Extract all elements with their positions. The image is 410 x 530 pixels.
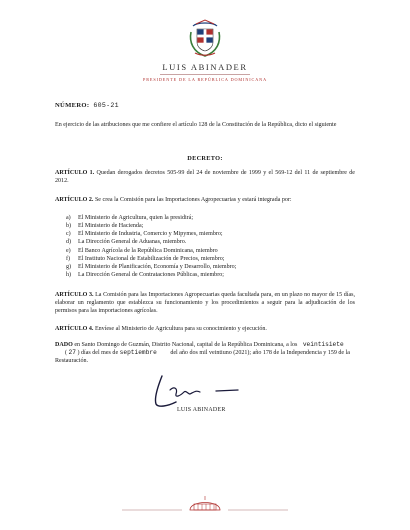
article-4 bbox=[55, 325, 355, 333]
list-item: e) El Banco Agrícola de la República Dominicana, miembro bbox=[66, 247, 218, 254]
dado-text-3: del año dos mil veintiuno (2021); año 178 de la Independencia y 159 de la Restauración. bbox=[55, 350, 350, 365]
article-3-text: La Comisión para las Importaciones Agropecuarias queda facultada para, en un plazo no mayor de 15 días, elaborar un reglamento que establezca su funcionamiento y los procedimientos a seguir para la adjudicación de los permisos para las importaciones agrícolas. bbox=[55, 292, 355, 315]
coat-of-arms-seal bbox=[187, 18, 223, 58]
list-item: a) El Ministerio de Agricultura, quien la presidirá; bbox=[66, 215, 194, 221]
dado-text-1: en Santo Domingo de Guzmán, Distrito Nacional, capital de la República Dominicana, a los bbox=[72, 342, 298, 348]
day-number: 27 bbox=[68, 349, 76, 357]
member-list bbox=[66, 214, 236, 279]
dado-text-2: días del mes de bbox=[81, 350, 119, 357]
article-2-text: Se crea la Comisión para las Importaciones Agropecuarias y estará integrada por: bbox=[93, 197, 292, 203]
article-2 bbox=[55, 196, 355, 204]
handwritten-signature bbox=[140, 372, 260, 412]
footer-ornament bbox=[0, 488, 410, 518]
dado-paragraph: DADO en Santo Domingo de Guzmán, Distrito Nacional, capital de la República Dominicana, a los veintisiete ( 27 ) días del mes de septiembre del año dos mil veintiuno (2021); año 178 de la Independencia y 159 de la Restauración. bbox=[55, 341, 350, 365]
signatory-name: LUIS ABINADER bbox=[177, 407, 226, 413]
article-2-label: ARTÍCULO 2. bbox=[55, 197, 94, 203]
article-3-label: ARTÍCULO 3. bbox=[55, 292, 94, 298]
article-1-label: ARTÍCULO 1. bbox=[55, 170, 95, 176]
article-1-text: Quedan derogados decretos 505-99 del 24 de noviembre de 1999 y el 569-12 del 11 de septiembre de 2012. bbox=[55, 170, 355, 185]
article-3 bbox=[55, 291, 355, 315]
article-4-label: ARTÍCULO 4. bbox=[55, 326, 94, 332]
decree-number-value: 605-21 bbox=[93, 102, 119, 109]
header-subtitle: PRESIDENTE DE LA REPÚBLICA DOMINICANA bbox=[142, 77, 268, 82]
list-item: d) La Dirección General de Aduanas, miembro. bbox=[66, 239, 187, 246]
decree-number bbox=[55, 102, 119, 109]
decree-title: DECRETO: bbox=[187, 155, 223, 162]
article-1 bbox=[55, 169, 355, 185]
list-item: c) El Ministerio de Industria, Comercio y Mipymes, miembro; bbox=[66, 231, 223, 238]
dado-label: DADO bbox=[55, 342, 73, 348]
list-item: f) El Instituto Nacional de Estabilización de Precios, miembro; bbox=[66, 255, 225, 262]
day-words: veintisiete bbox=[302, 341, 344, 348]
list-item: g) El Ministerio de Planificación, Economía y Desarrollo, miembro; bbox=[66, 263, 237, 270]
header-divider bbox=[160, 74, 250, 75]
list-item: h) La Dirección General de Contrataciones Públicas, miembro; bbox=[66, 272, 224, 279]
article-4-text: Envíese al Ministerio de Agricultura para su conocimiento y ejecución. bbox=[93, 326, 267, 332]
intro-paragraph: En ejercicio de las atribuciones que me confiere el artículo 128 de la Constitución de la República, dicto el siguiente bbox=[55, 122, 337, 128]
header-name: LUIS ABINADER bbox=[162, 62, 248, 72]
list-item: b) El Ministerio de Hacienda; bbox=[66, 223, 144, 230]
month-value: septiembre bbox=[119, 349, 157, 357]
decree-number-label: NÚMERO: bbox=[55, 102, 90, 109]
